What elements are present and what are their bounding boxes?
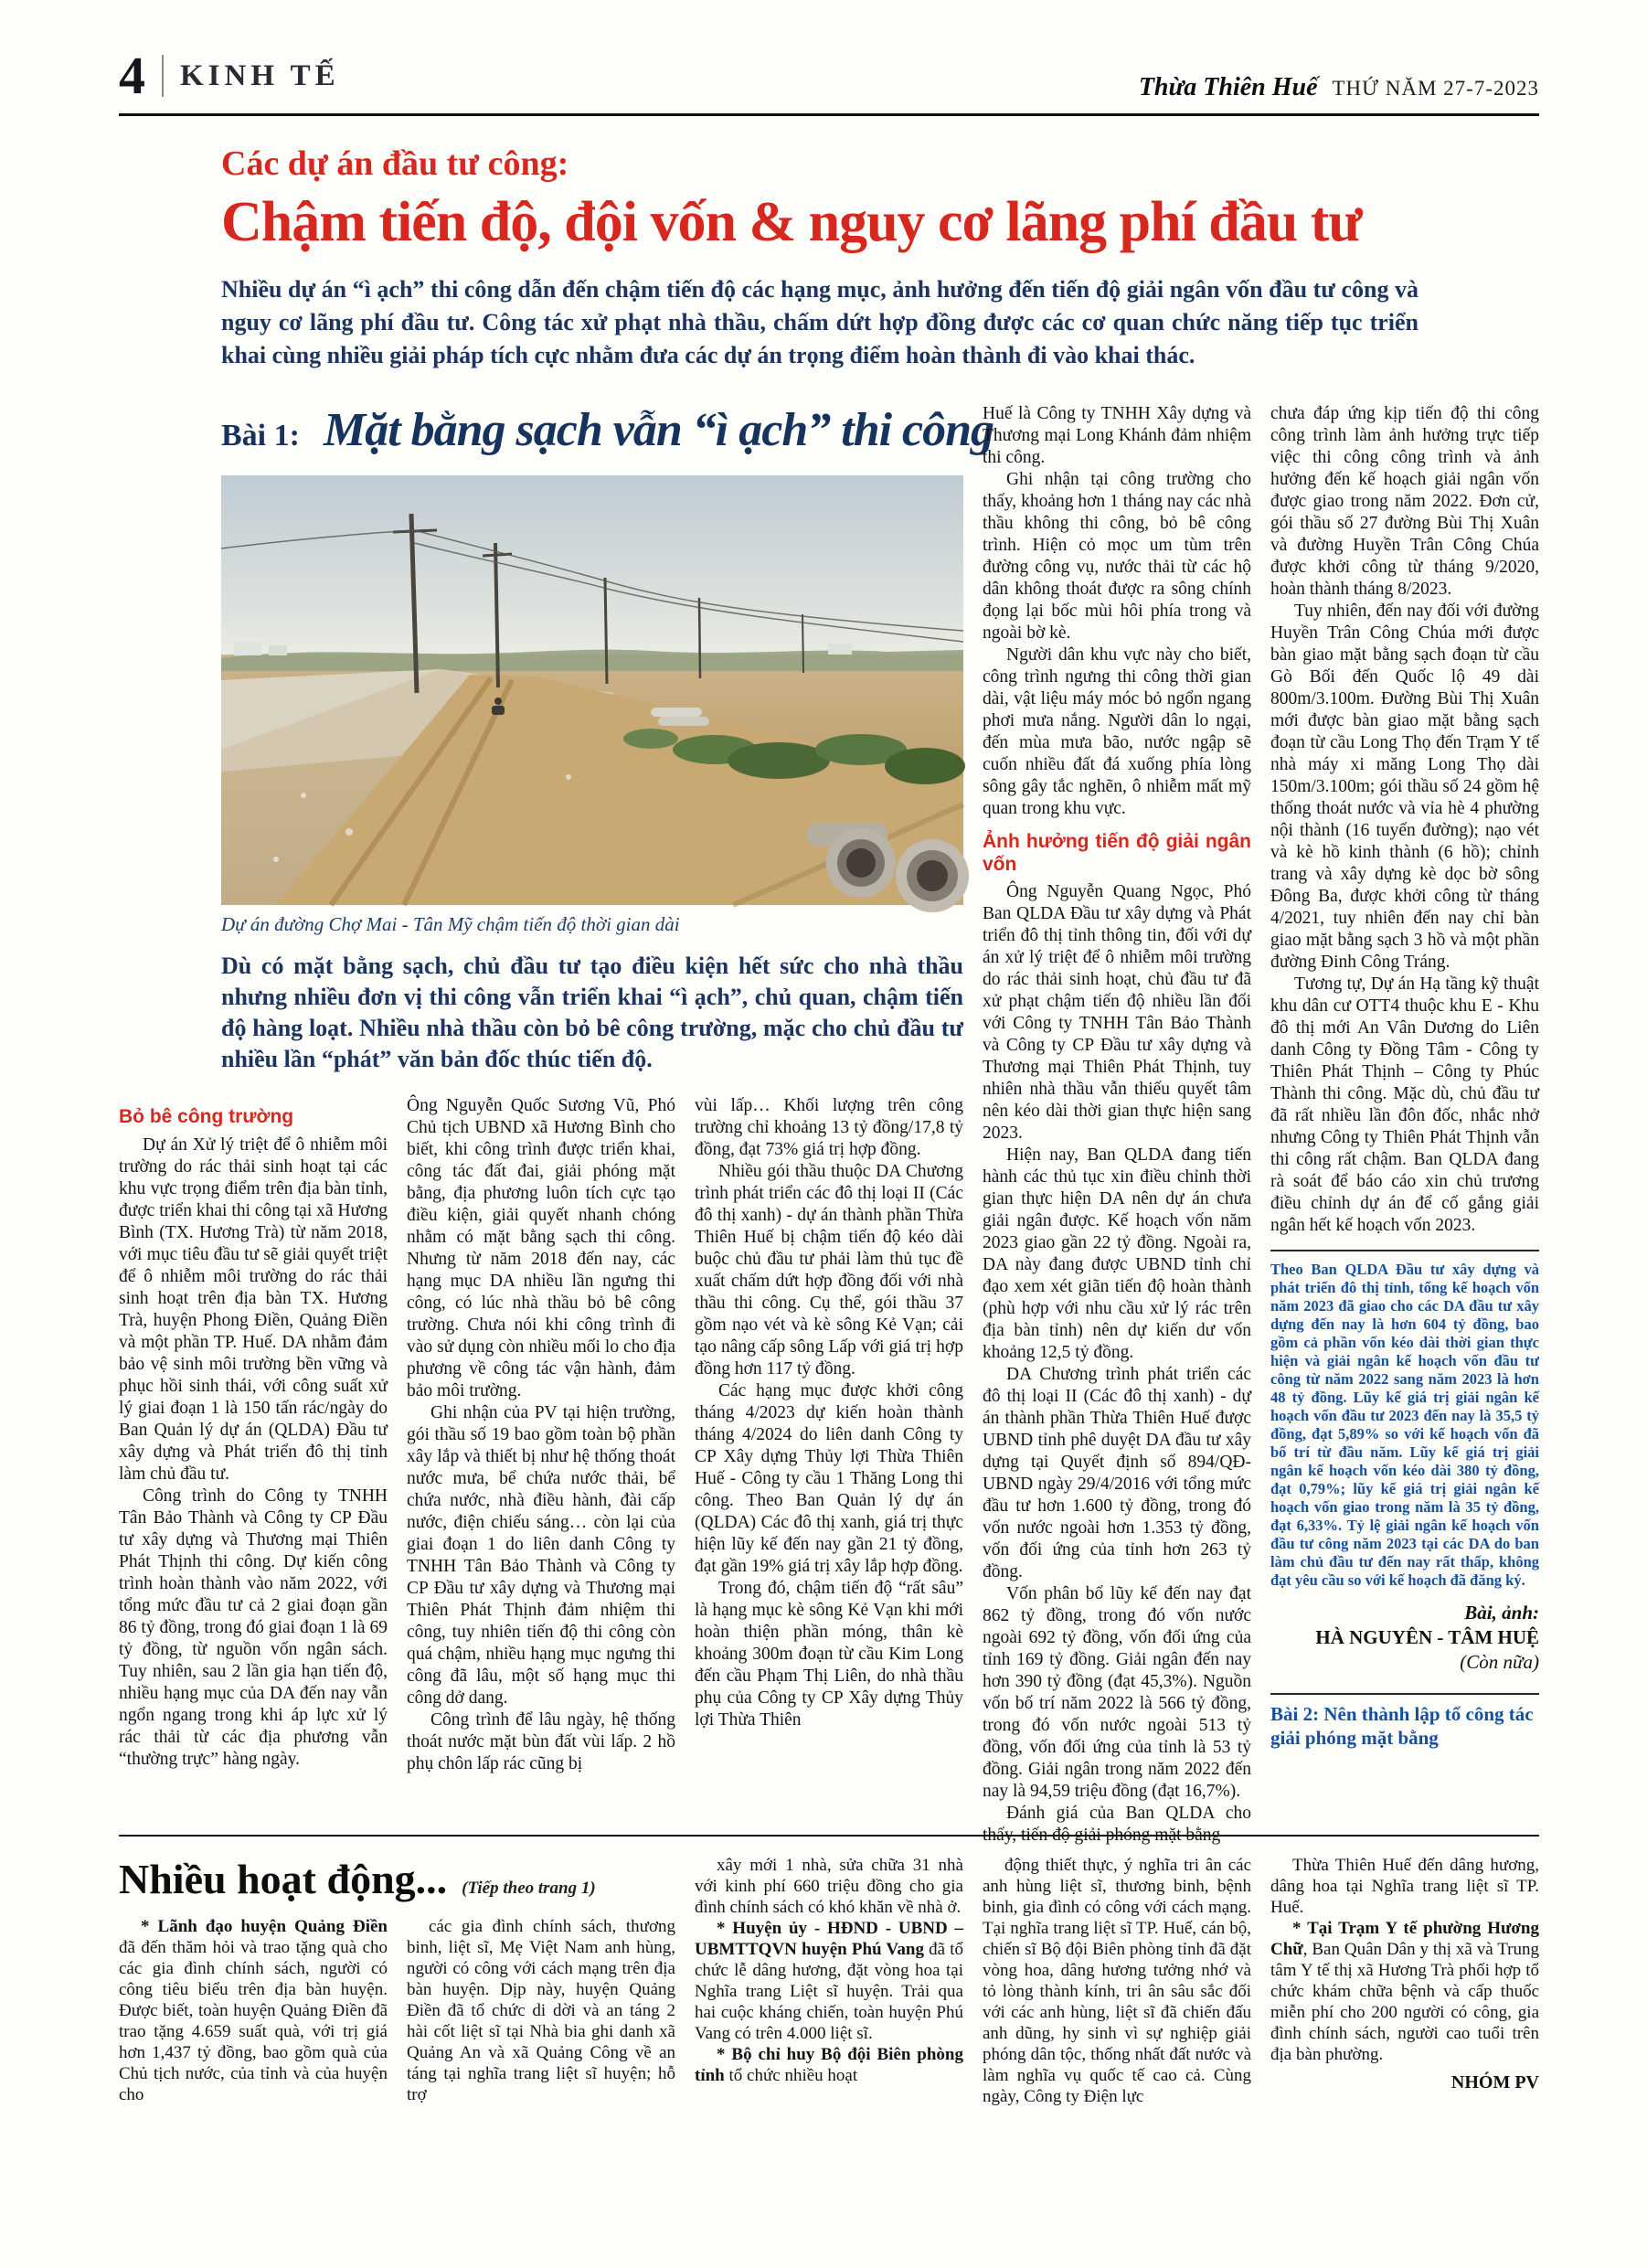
body-column-1 — [119, 1095, 388, 1775]
bottom-continued-note: (Tiếp theo trang 1) — [462, 1879, 596, 1899]
body-paragraph: Tuy nhiên, đến nay đối với đường Huyền Trân Công Chúa mới được bàn giao mặt bằng sạch đoạn từ cầu Gò Bối đến Quốc lộ 49 dài 800m/3.100m. Đường Bùi Thị Xuân mới được bàn giao mặt bằng sạch đoạn từ cầu Long Thọ đến Trạm Y tế nhà máy xi măng Long Thọ dài 150m/3.100m; gói thầu số 24 gồm hệ thống thoát nước và vỉa hè 4 phường nội thành (16 tuyến đường); nạo vét và kè hồ kinh thành (6 hồ); chỉnh trang và xây dựng kè dọc bờ sông Đông Ba, được khởi công từ tháng 4/2021, tuy nhiên đến nay chỉ bàn giao mặt bằng sạch 3 hồ và một phần đường Đinh Công Tráng. — [1270, 602, 1539, 973]
body-paragraph: Người dân khu vực này cho biết, công trình ngưng thi công thời gian dài, vật liệu máy móc bỏ ngổn ngang phơi mưa nắng. Người dân lo ngại, đến mùa mưa bão, nước ngập sẽ cuốn nhiều đất đá xuống phía lòng sông gây tắc nghẽn, ô nhiễm mất mỹ quan trong khu vực. — [983, 645, 1251, 819]
page-header-right — [1139, 73, 1539, 102]
article-left-zone — [119, 403, 994, 1807]
byline — [1270, 1601, 1539, 1675]
body-paragraph: Ông Nguyễn Quốc Sương Vũ, Phó Chủ tịch UBND xã Hương Bình cho biết, khi công trình được triển khai, công tác đất đai, giải phóng mặt bằng, địa phương luôn tích cực tạo điều kiện, giải quyết nhanh chóng nhằm có mặt bằng sạch thi công. Nhưng từ năm 2018 đến nay, các hạng mục DA nhiều lần ngưng thi công, có lúc nhà thầu bỏ bê công trường. Chưa nói khi công trình đi vào sử dụng còn nhiều mối lo cho địa phương về công tác vận hành, đảm bảo môi trường. — [407, 1096, 675, 1401]
article-three-columns — [119, 1095, 963, 1775]
body-paragraph: Công trình để lâu ngày, hệ thống thoát nước mặt bùn đất vùi lấp. 2 hồ phụ chôn lấp rác cũng bị — [407, 1710, 675, 1774]
body-paragraph: * Tại Trạm Y tế phường Hương Chữ, Ban Quân Dân y thị xã và Trung tâm Y tế thị xã Hương Trà phối hợp tổ chức khám chữa bệnh và cấp thuốc miễn phí cho 200 người có công, gia đình chính sách, người cao tuổi trên địa bàn phường. — [1270, 1919, 1539, 2065]
body-paragraph: * Huyện ủy - HĐND - UBND – UBMTTQVN huyện Phú Vang đã tổ chức lễ dâng hương, đặt vòng hoa tại Nghĩa trang Liệt sĩ huyện. Trải qua hai cuộc kháng chiến, toàn huyện Phú Vang có trên 4.000 liệt sĩ. — [695, 1919, 964, 2044]
paragraph-lead-in: * Tại Trạm Y tế phường Hương Chữ — [1270, 1919, 1539, 1960]
body-paragraph: Công trình do Công ty TNHH Tân Bảo Thành và Công ty CP Đầu tư xây dựng và Thương mại Thiên Phát Thịnh thi công. Dự kiến công trình hoàn thành vào năm 2022, với tổng mức đầu tư cả 2 giai đoạn gần 86 tỷ đồng, trong đó giai đoạn 1 là 69 tỷ đồng, từ nguồn vốn ngân sách. Tuy nhiên, sau 2 lần gia hạn tiến độ, nhiều hạng mục của DA đến nay vẫn ngổn ngang trong khi áp lực xử lý rác thải từ các địa phương vẫn “thường trực” hàng ngày. — [119, 1485, 388, 1769]
body-paragraph: * Lãnh đạo huyện Quảng Điền đã đến thăm hỏi và trao tặng quà cho các gia đình chính sách, người có công tiêu biểu trên địa bàn huyện. Được biết, toàn huyện Quảng Điền đã trao tặng 4.659 suất quà, với trị giá hơn 1,437 tỷ đồng, bao gồm quà của Chủ tịch nước, của tỉnh và của huyện cho — [119, 1917, 388, 2105]
paragraph-lead-in: * Bộ chỉ huy Bộ đội Biên phòng tỉnh — [695, 2045, 963, 2086]
paragraph-lead-in: * Huyện ủy - HĐND - UBND – UBMTTQVN huyện Phú Vang — [695, 1919, 963, 1960]
body-paragraph: Dự án Xử lý triệt để ô nhiễm môi trường do rác thải sinh hoạt tại các khu vực trọng điểm trên địa bàn tỉnh, được triển khai thi công tại xã Hương Bình (TX. Hương Trà) từ năm 2018, với mục tiêu đầu tư sẽ giải quyết triệt để ô nhiễm môi trường do rác thải sinh hoạt trên địa bàn TX. Hương Trà, huyện Phong Điền, Quảng Điền và một phần TP. Huế. DA nhằm đảm bảo vệ sinh môi trường bền vững và phục hồi sinh thái, với công suất xử lý giai đoạn 1 là 150 tấn rác/ngày do Ban Quản lý dự án (QLDA) Đầu tư xây dựng và Phát triển đô thị tỉnh làm chủ đầu tư. — [119, 1134, 388, 1484]
body-column-4 — [983, 403, 1251, 1845]
body-column-3 — [695, 1095, 963, 1775]
body-paragraph: * Bộ chỉ huy Bộ đội Biên phòng tỉnh tổ chức nhiều hoạt — [695, 2045, 963, 2086]
body-paragraph: các gia đình chính sách, thương binh, liệt sĩ, Mẹ Việt Nam anh hùng, người có công với cách mạng trên địa bàn huyện. Dịp này, huyện Quảng Điền đã tổ chức di dời và an táng 2 hài cốt liệt sĩ tại Nhà bia ghi danh xã Quảng An và xã Quảng Công về an táng tại nghĩa trang liệt sĩ huyện; hỗ trợ — [407, 1917, 675, 2105]
column-subhead: Bỏ bê công trường — [119, 1106, 294, 1128]
body-paragraph: Hiện nay, Ban QLDA đang tiến hành các thủ tục xin điều chỉnh thời gian thực hiện DA nên dự án chưa giải ngân được. Kế hoạch vốn năm 2023 giao gần 22 tỷ đồng. Ngoài ra, DA này đang được UBND tỉnh chỉ đạo xem xét giãn tiến độ hoàn thành (phù hợp với nhu cầu xử lý rác trên địa bàn tỉnh) nên dự kiến dư vốn khoảng 12,5 tỷ đồng. — [983, 1145, 1251, 1362]
bottom-column-1 — [119, 1916, 388, 2150]
article-lead: Nhiều dự án “ì ạch” thi công dẫn đến chậm tiến độ các hạng mục, ảnh hưởng đến tiến độ giải ngân vốn đầu tư công và nguy cơ lãng phí đầu tư. Công tác xử phạt nhà thầu, chấm dứt hợp đồng được các cơ quan chức năng tiếp tục triển khai cùng nhiều giải pháp tích cực nhằm đưa các dự án trọng điểm hoàn thành đi vào khai thác. — [221, 276, 1419, 369]
body-column-5-text — [1270, 403, 1539, 1237]
body-paragraph: Huế là Công ty TNHH Xây dựng và Thương mại Long Khánh đảm nhiệm thi công. — [983, 404, 1251, 468]
bottom-left-columns — [119, 1916, 675, 2150]
article-upper-block — [221, 403, 994, 1075]
article-body — [119, 403, 1539, 1845]
bottom-column-5 — [1270, 1855, 1539, 2153]
bottom-section — [119, 1837, 1539, 2153]
body-paragraph: Tương tự, Dự án Hạ tầng kỹ thuật khu dân cư OTT4 thuộc khu E - Khu đô thị mới An Vân Dương do Liên danh Công ty Đồng Tâm - Công ty Thiên Phát Thịnh – Công ty Phúc Thành thi công. Mặc dù, chủ đầu tư đã rất nhiều lần đôn đốc, nhắc nhở nhưng Công ty Thiên Phát Thịnh vẫn thi công rất chậm. Ban QLDA đang rà soát để báo cáo xin chủ trương điều chỉnh dự án để cố gắng giải ngân hết kế hoạch vốn 2023. — [1270, 974, 1539, 1236]
article-intro: Dù có mặt bằng sạch, chủ đầu tư tạo điều kiện hết sức cho nhà thầu nhưng nhiều đơn vị thi công vẫn triển khai “ì ạch”, chủ quan, chậm tiến độ hàng loạt. Nhiều nhà thầu còn bỏ bê công trường, mặc cho chủ đầu tư nhiều lần “phát” văn bản đốc thúc tiến độ. — [221, 953, 963, 1073]
body-paragraph: Trong đó, chậm tiến độ “rất sâu” là hạng mục kè sông Kẻ Vạn khi mới hoàn thiện phần móng, thân kè khoảng 300m đoạn từ cầu Kim Long đến cầu Phạm Thị Liên, do nhà thầu phụ của Công ty CP Xây dựng Thủy lợi Thừa Thiên — [695, 1579, 963, 1730]
body-paragraph: Vốn phân bổ lũy kế đến nay đạt 862 tỷ đồng, trong đó vốn nước ngoài 692 tỷ đồng, vốn đối ứng của tỉnh 169 tỷ đồng. Giải ngân đến nay hơn 390 tỷ đồng (đạt 45,3%). Nguồn vốn bố trí năm 2022 là 566 tỷ đồng, trong đó vốn nước ngoài 513 tỷ đồng, vốn đối ứng của tỉnh là 53 tỷ đồng. Giải ngân trong năm 2022 đến nay là 94,59 triệu đồng (đạt 16,7%). — [983, 1583, 1251, 1801]
bottom-column-4 — [983, 1855, 1251, 2153]
article-kicker: Các dự án đầu tư công: — [221, 144, 569, 183]
bottom-column-5-text — [1270, 1855, 1539, 2065]
paragraph-lead-in: * Lãnh đạo huyện Quảng Điền — [141, 1917, 388, 1937]
body-column-5 — [1270, 403, 1539, 1807]
part-title-row — [221, 403, 994, 457]
page-header-left — [119, 46, 340, 105]
byline-authors: HÀ NGUYÊN - TÂM HUỆ — [1315, 1626, 1539, 1649]
body-paragraph: vùi lấp… Khối lượng trên công trường chỉ khoảng 13 tỷ đồng/17,8 tỷ đồng, đạt 73% giá trị hợp đồng. — [695, 1096, 963, 1160]
body-paragraph: Ghi nhận tại công trường cho thấy, khoảng hơn 1 tháng nay các nhà thầu không thi công, bỏ bê công trình. Hiện cỏ mọc um tùm trên đường công vụ, nước thải từ các hộ dân không thoát được ra sông chính đọng lại bốc mùi hôi phía trong và ngoài bờ kè. — [983, 470, 1251, 644]
bottom-headline-row — [119, 1855, 675, 1903]
bottom-column-3 — [695, 1855, 963, 2153]
paper-name: Thừa Thiên Huế — [1138, 73, 1318, 101]
byline-label: Bài, ảnh: — [1464, 1602, 1539, 1624]
bottom-left-group — [119, 1855, 675, 2153]
column-subhead: Ảnh hưởng tiến độ giải ngân vốn — [983, 831, 1251, 875]
body-paragraph: Các hạng mục được khởi công tháng 4/2023 dự kiến hoàn thành tháng 4/2024 do liên danh Công ty CP Xây dựng Thủy lợi Thừa Thiên Huế - Công ty cầu 1 Thăng Long thi công. Theo Ban Quản lý dự án (QLDA) Các đô thị xanh, giá trị thực hiện lũy kế đến nay gần 21 tỷ đồng, đạt gần 19% giá trị xây lắp hợp đồng. — [695, 1381, 963, 1577]
body-paragraph: Đánh giá của Ban QLDA cho thấy, tiến độ giải phóng mặt bằng — [983, 1803, 1251, 1845]
page-header — [119, 46, 1539, 116]
body-paragraph: động thiết thực, ý nghĩa tri ân các anh hùng liệt sĩ, thương binh, bệnh binh, gia đình có công với cách mạng. Tại nghĩa trang liệt sĩ TP. Huế, cán bộ, chiến sĩ Bộ đội Biên phòng tỉnh đã đặt vòng hoa, dâng hương tưởng nhớ và tỏ lòng thành kính, tri ân sâu sắc đối với các anh hùng, liệt sĩ đã chiến đấu anh dũng, hy sinh vì sự nghiệp giải phóng dân tộc, thống nhất đất nước và làm nghĩa vụ quốc tế cao cả. Cùng ngày, Công ty Điện lực — [983, 1856, 1251, 2107]
next-part-note: Bài 2: Nên thành lập tổ công tác giải phóng mặt bằng — [1270, 1693, 1539, 1750]
masthead-divider — [162, 55, 164, 97]
section-name: KINH TẾ — [180, 59, 340, 92]
part-title: Mặt bằng sạch vẫn “ì ạch” thi công — [323, 404, 994, 457]
funding-note: Theo Ban QLDA Đầu tư xây dựng và phát triển đô thị tỉnh, tổng kế hoạch vốn năm 2023 đã giao cho các DA đầu tư xây dựng đến nay là hơn 604 tỷ đồng, bao gồm cả phần vốn kéo dài thời gian thực hiện và giải ngân kế hoạch vốn đầu tư công từ năm 2022 sang năm 2023 là hơn 48 tỷ đồng. Lũy kế giá trị giải ngân kế hoạch vốn đầu tư 2023 đến nay là 35,5 tỷ đồng, đạt 5,89% so với kế hoạch vốn đã bố trí từ đầu năm. Lũy kế giá trị giải ngân kế hoạch vốn kéo dài 380 tỷ đồng, đạt 0,79%; lũy kế giá trị giải ngân kế hoạch vốn giao trong năm là 35 tỷ đồng, đạt 6,33%. Tỷ lệ giải ngân kế hoạch vốn đầu tư công năm 2023 tại các DA do ban làm chủ đầu tư đến nay rất thấp, không đạt yêu cầu so với kế hoạch đã đăng ký. — [1270, 1250, 1539, 1590]
continued-note: (Còn nữa) — [1460, 1651, 1539, 1674]
article-headline: Chậm tiến độ, đội vốn & nguy cơ lãng phí đầu tư — [221, 191, 1362, 253]
issue-date: THỨ NĂM 27-7-2023 — [1332, 77, 1539, 100]
body-paragraph: DA Chương trình phát triển các đô thị loại II (Các đô thị xanh) - dự án thành phần Thừa Thiên Huế được UBND tỉnh phê duyệt DA đầu tư xây dựng tại Quyết định số 894/QĐ-UBND ngày 29/4/2016 với tổng mức đầu tư hơn 1.600 tỷ đồng, trong đó vốn nước ngoài hơn 1.353 tỷ đồng, vốn đối ứng của tỉnh hơn 263 tỷ đồng. — [983, 1364, 1251, 1581]
article-figure — [221, 475, 963, 936]
body-paragraph: Ông Nguyễn Quang Ngọc, Phó Ban QLDA Đầu tư xây dựng và Phát triển đô thị tỉnh thông tin, đối với dự án xử lý triệt để ô nhiễm môi trường do rác thải sinh hoạt, chủ đầu tư đã xử phạt chậm tiến độ nhiều lần đối với Công ty TNHH Tân Bảo Thành và Công ty CP Đầu tư xây dựng và Thương mại Thiên Phát Thịnh, tuy nhiên nhà thầu vẫn thiếu quyết tâm nên kéo dài thời gian thực hiện sang 2023. — [983, 881, 1251, 1143]
part-label: Bài 1: — [221, 419, 300, 453]
bottom-column-2 — [407, 1916, 675, 2150]
construction-photo — [221, 475, 963, 905]
body-paragraph: Thừa Thiên Huế đến dâng hương, dâng hoa tại Nghĩa trang liệt sĩ TP. Huế. — [1270, 1856, 1539, 1918]
body-paragraph: chưa đáp ứng kịp tiến độ thi công công trình làm ảnh hưởng trực tiếp việc thi công công trình và ảnh hưởng đến kế hoạch giải ngân vốn được giao trong năm 2022. Đơn cử, gói thầu số 27 đường Bùi Thị Xuân và đường Huyền Trân Công Chúa được khởi công từ tháng 9/2020, hoàn thành tháng 8/2023. — [1270, 404, 1539, 600]
article-header — [221, 144, 1539, 372]
body-paragraph: xây mới 1 nhà, sửa chữa 31 nhà với kinh phí 660 triệu đồng cho gia đình chính sách có khó khăn về nhà ở. — [695, 1856, 963, 1918]
bottom-credit: NHÓM PV — [1450, 2072, 1539, 2093]
bottom-headline: Nhiều hoạt động... — [119, 1856, 448, 1903]
body-column-2 — [407, 1095, 675, 1775]
body-paragraph: Ghi nhận của PV tại hiện trường, gói thầu số 19 bao gồm toàn bộ phần xây lắp và thiết bị như hệ thống thoát nước mưa, bể chứa nước thải, bể chứa nước, nhà điều hành, đài cấp nước, điện chiếu sáng… còn lại của giai đoạn 1 do liên danh Công ty TNHH Tân Bảo Thành và Công ty CP Đầu tư xây dựng và Thương mại Thiên Phát Thịnh đảm nhiệm thi công, tuy nhiên tiến độ thi công còn quá chậm, nhiều hạng mục ngưng thi công đã lâu, một số hạng mục thi công dở dang. — [407, 1403, 675, 1709]
photo-caption: Dự án đường Chợ Mai - Tân Mỹ chậm tiến độ thời gian dài — [221, 913, 680, 936]
page-number: 4 — [119, 46, 145, 105]
body-paragraph: Nhiều gói thầu thuộc DA Chương trình phát triển các đô thị loại II (Các đô thị xanh) - dự án thành phần Thừa Thiên Huế bị chậm tiến độ kéo dài buộc chủ đầu tư phải làm thủ tục đề xuất chấm dứt hợp đồng đối với nhà thầu thi công. Cụ thể, gói thầu 37 gồm nạo vét và kè sông Kẻ Vạn; cải tạo nâng cấp sông Lấp với giá trị hợp đồng hơn 117 tỷ đồng. — [695, 1162, 963, 1379]
